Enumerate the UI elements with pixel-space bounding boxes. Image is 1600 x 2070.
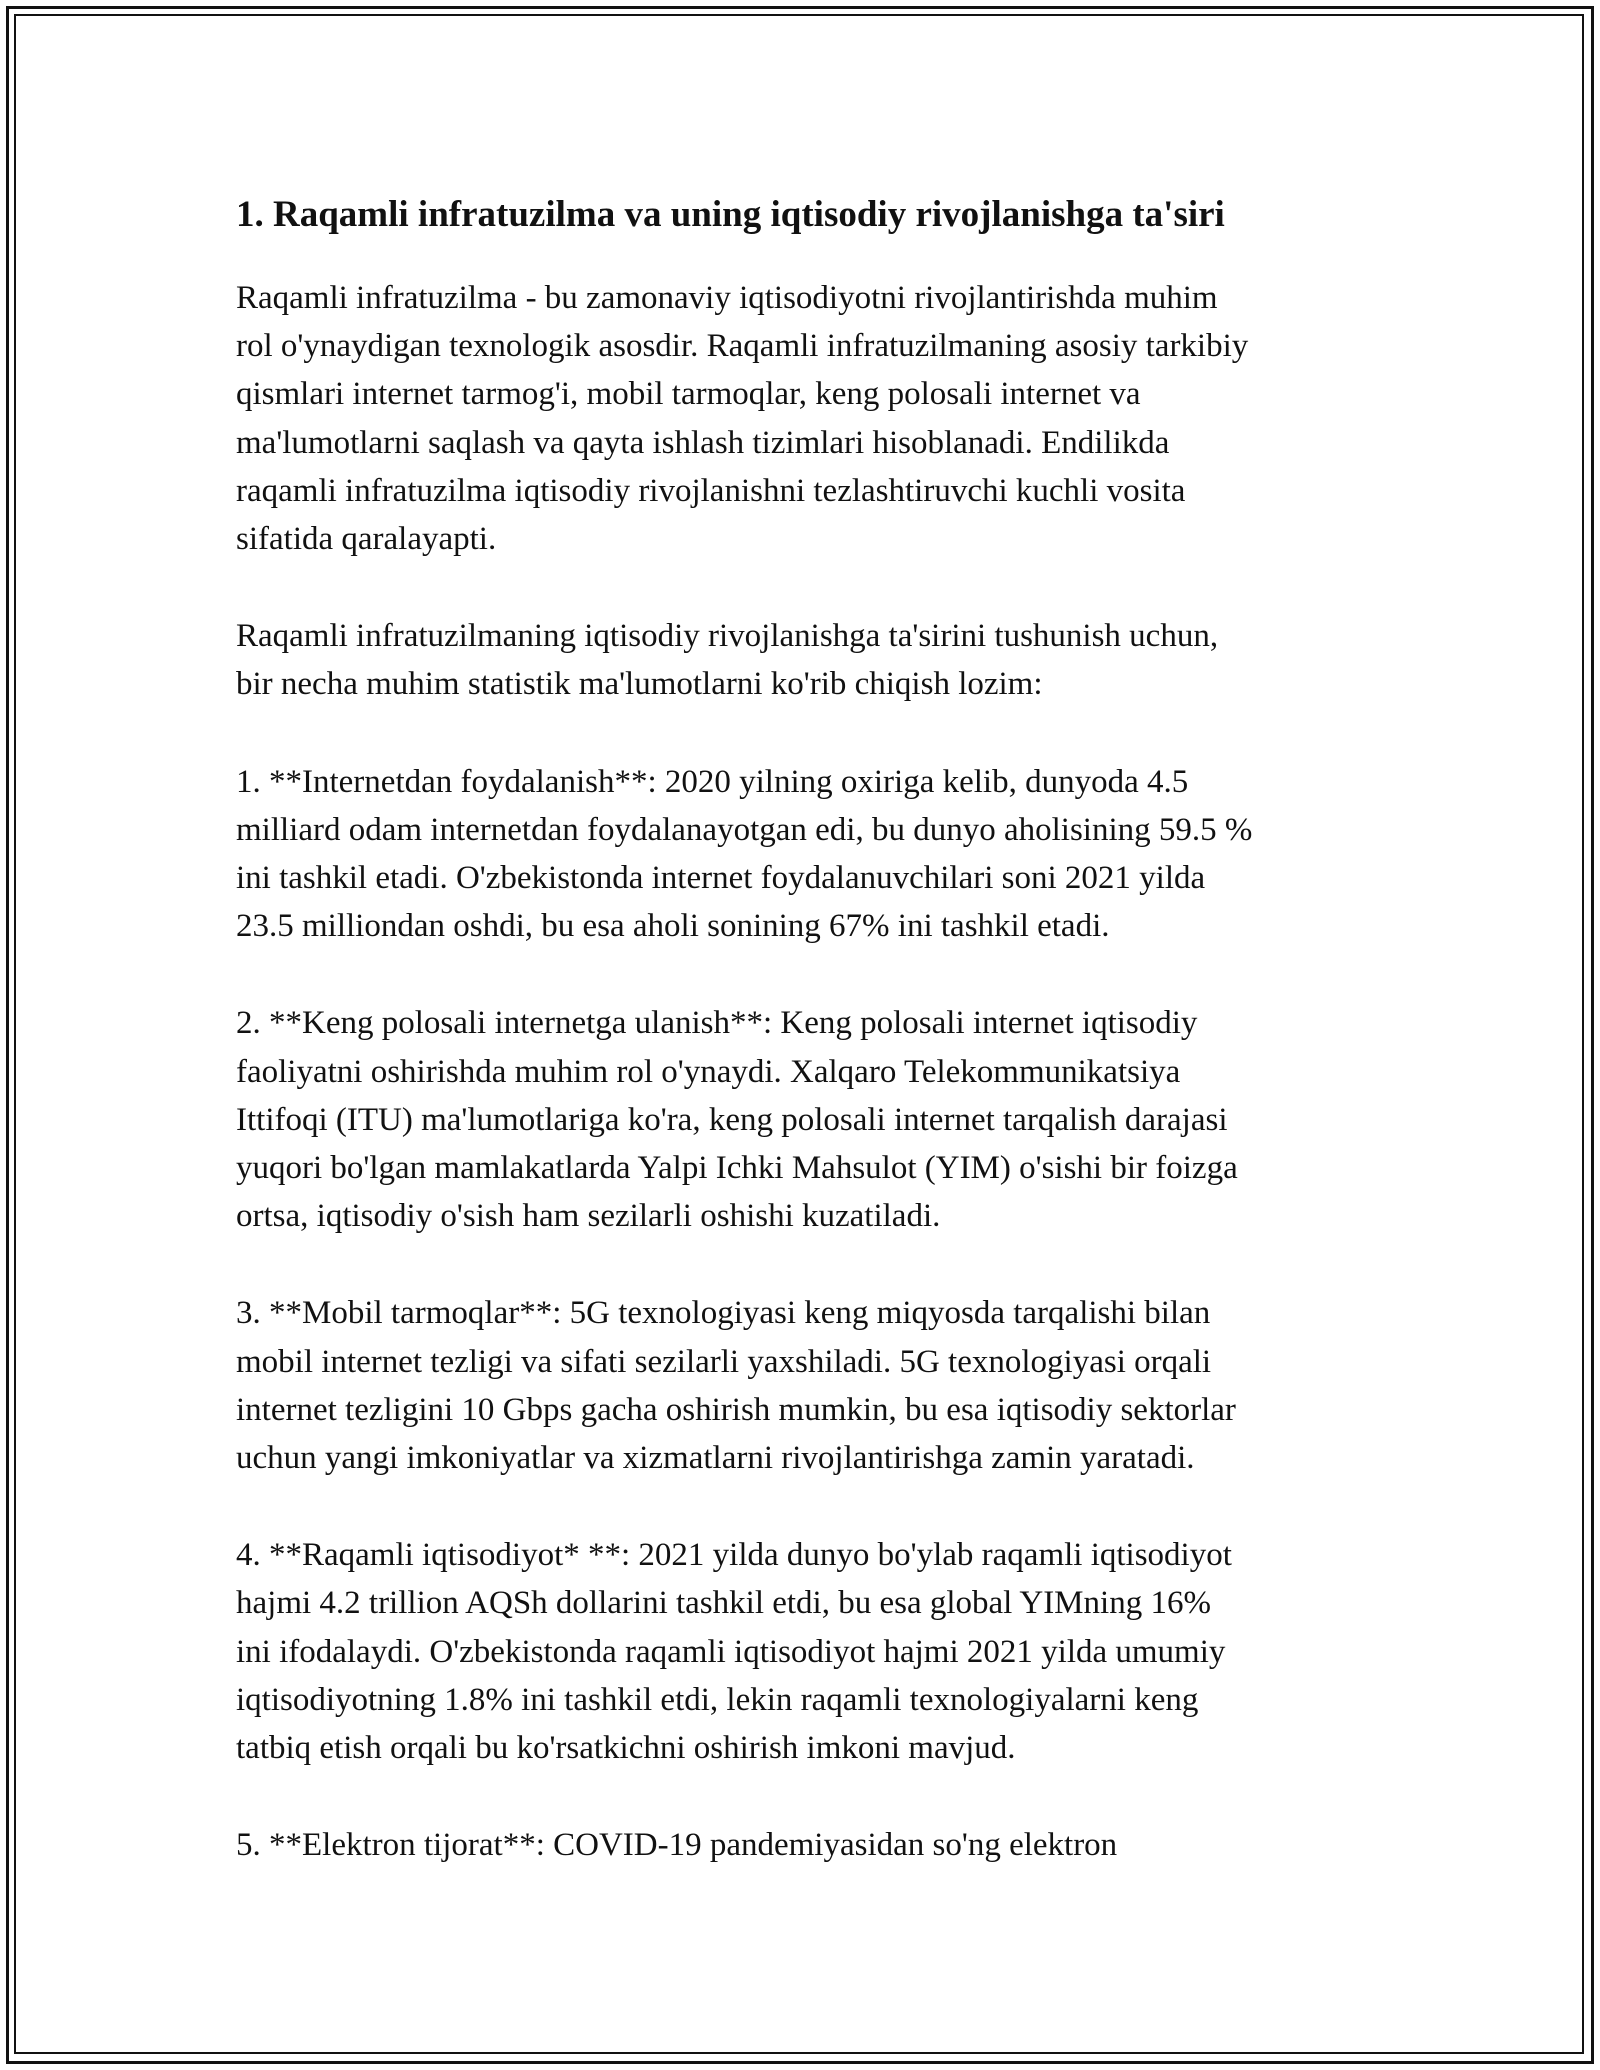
paragraph-line: Ittifoqi (ITU) ma'lumotlariga ko'ra, keng polosali internet tarqalish darajasi: [236, 1101, 1228, 1138]
paragraph-line: rol o'ynaydigan texnologik asosdir. Raqamli infratuzilmaning asosiy tarkibiy: [236, 328, 1249, 365]
paragraph: [236, 1531, 1386, 1772]
paragraph-line: qismlari internet tarmog'i, mobil tarmoqlar, keng polosali internet va: [236, 376, 1141, 413]
paragraph: [236, 612, 1386, 708]
section-heading: 1. Raqamli infratuzilma va uning iqtisodiy rivojlanishga ta'siri: [236, 194, 1225, 235]
body-text: [236, 274, 1386, 1869]
paragraph-line: sifatida qaralayapti.: [236, 521, 497, 558]
paragraph: [236, 1821, 1386, 1869]
paragraph-line: ini tashkil etadi. O'zbekistonda internet foydalanuvchilari soni 2021 yilda: [236, 860, 1206, 897]
paragraph: [236, 1289, 1386, 1482]
paragraph-line: internet tezligini 10 Gbps gacha oshirish mumkin, bu esa iqtisodiy sektorlar: [236, 1391, 1236, 1428]
paragraph-line: mobil internet tezligi va sifati sezilarli yaxshiladi. 5G texnologiyasi orqali: [236, 1343, 1212, 1380]
paragraph-line: 23.5 milliondan oshdi, bu esa aholi sonining 67% ini tashkil etadi.: [236, 908, 1110, 945]
paragraph-line: 4. **Raqamli iqtisodiyot* **: 2021 yilda dunyo bo'ylab raqamli iqtisodiyot: [236, 1537, 1232, 1574]
paragraph: [236, 999, 1386, 1240]
paragraph-line: 1. **Internetdan foydalanish**: 2020 yilning oxiriga kelib, dunyoda 4.5: [236, 763, 1189, 800]
paragraph-line: 5. **Elektron tijorat**: COVID-19 pandemiyasidan so'ng elektron: [236, 1827, 1118, 1864]
paragraph-line: 3. **Mobil tarmoqlar**: 5G texnologiyasi keng miqyosda tarqalishi bilan: [236, 1295, 1211, 1332]
paragraph-line: 2. **Keng polosali internetga ulanish**: Keng polosali internet iqtisodiy: [236, 1005, 1198, 1042]
paragraph-line: Raqamli infratuzilmaning iqtisodiy rivojlanishga ta'sirini tushunish uchun,: [236, 618, 1219, 655]
paragraph-line: milliard odam internetdan foydalanayotgan edi, bu dunyo aholisining 59.5 %: [236, 811, 1253, 848]
paragraph-line: raqamli infratuzilma iqtisodiy rivojlanishni tezlashtiruvchi kuchli vosita: [236, 472, 1186, 509]
paragraph-line: uchun yangi imkoniyatlar va xizmatlarni rivojlantirishga zamin yaratadi.: [236, 1440, 1195, 1477]
paragraph: [236, 274, 1386, 563]
paragraph-line: yuqori bo'lgan mamlakatlarda Yalpi Ichki Mahsulot (YIM) o'sishi bir foizga: [236, 1150, 1238, 1187]
paragraph-line: ma'lumotlarni saqlash va qayta ishlash tizimlari hisoblanadi. Endilikda: [236, 424, 1170, 461]
paragraph-line: tatbiq etish orqali bu ko'rsatkichni oshirish imkoni mavjud.: [236, 1730, 1016, 1767]
paragraph-line: faoliyatni oshirishda muhim rol o'ynaydi. Xalqaro Telekommunikatsiya: [236, 1053, 1181, 1090]
paragraph-line: Raqamli infratuzilma - bu zamonaviy iqtisodiyotni rivojlantirishda muhim: [236, 280, 1218, 316]
paragraph-line: ini ifodalaydi. O'zbekistonda raqamli iqtisodiyot hajmi 2021 yilda umumiy: [236, 1633, 1226, 1670]
paragraph: [236, 758, 1386, 951]
paragraph-line: iqtisodiyotning 1.8% ini tashkil etdi, lekin raqamli texnologiyalarni keng: [236, 1681, 1199, 1718]
paragraph-line: hajmi 4.2 trillion AQSh dollarini tashkil etdi, bu esa global YIMning 16%: [236, 1585, 1211, 1622]
paragraph-line: ortsa, iqtisodiy o'sish ham sezilarli oshishi kuzatiladi.: [236, 1198, 941, 1235]
paragraph-line: bir necha muhim statistik ma'lumotlarni ko'rib chiqish lozim:: [236, 666, 1043, 703]
document-page: [236, 186, 1386, 1869]
